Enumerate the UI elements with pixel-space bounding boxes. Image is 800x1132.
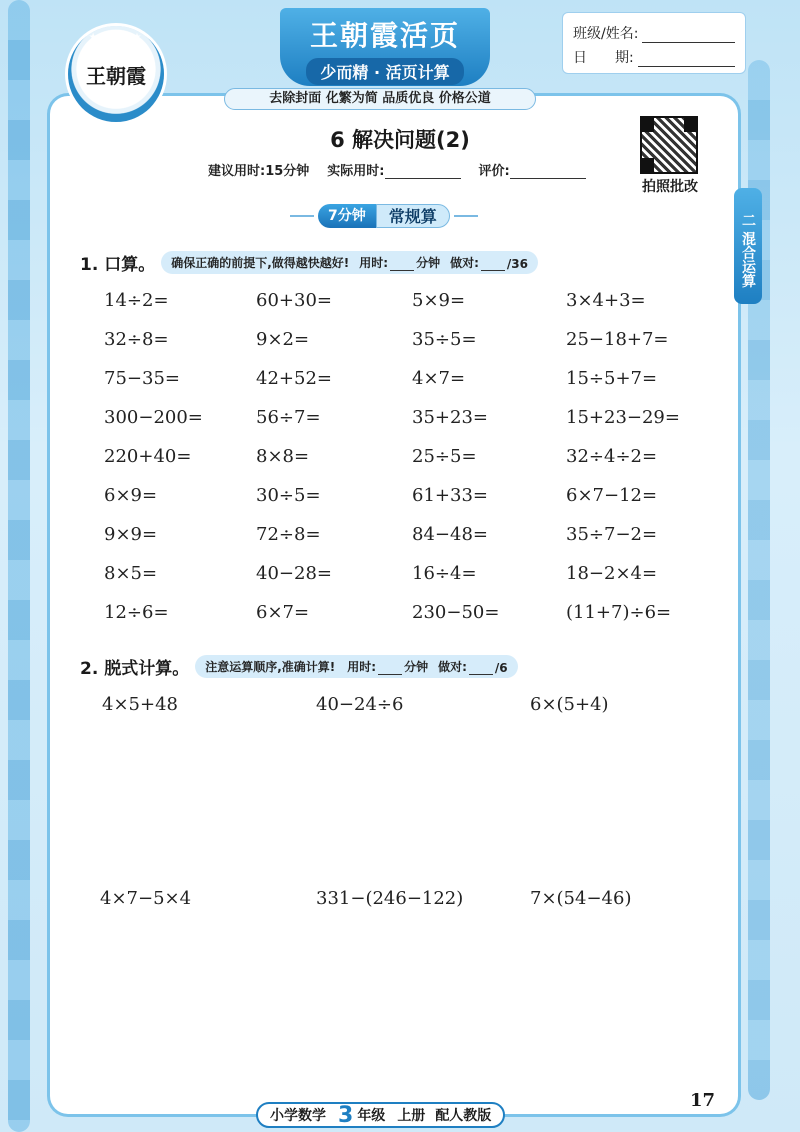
q2-label: 2. 脱式计算。 [80,659,190,679]
logo-stars-icon: ★★★★★ [88,32,144,43]
footer-grade-number: 3 [338,1102,354,1128]
q2-note-text: 注意运算顺序,准确计算! [205,660,336,674]
q1-note [161,251,538,274]
q1-total: /36 [506,257,528,271]
q1-problem[interactable]: 84−48= [412,524,488,545]
q2-problem[interactable]: 331−(246−122) [316,888,464,909]
time-row [208,160,586,179]
page-number: 17 [690,1090,716,1111]
pill-decoration-right [454,215,478,217]
brand-banner [280,8,490,86]
footer-volume: 上册 [397,1108,426,1124]
q1-problem[interactable]: 18−2×4= [566,563,658,584]
q1-correct-field[interactable] [481,259,505,271]
q1-problem[interactable]: 9×9= [104,524,158,545]
qr-code-icon[interactable] [640,116,698,174]
footer-label [256,1102,505,1128]
q2-problem[interactable]: 40−24÷6 [316,694,404,715]
q1-problem[interactable]: 61+33= [412,485,488,506]
q1-time-unit: 分钟 [416,256,441,270]
q1-note-text: 确保正确的前提下,做得越快越好! [171,256,350,270]
q1-time-field[interactable] [390,259,414,271]
q1-problem[interactable]: 3×4+3= [566,290,646,311]
q1-problem[interactable]: 6×9= [104,485,158,506]
q1-label: 1. 口算。 [80,255,156,275]
student-info-box [562,12,746,74]
q1-problem[interactable]: (11+7)÷6= [566,602,672,623]
q1-problem[interactable]: 5×9= [412,290,466,311]
date-row[interactable] [573,43,735,67]
suggested-time: 建议用时:15分钟 [208,164,310,179]
q2-time-unit: 分钟 [404,660,429,674]
date-label: 日 期: [573,50,634,66]
section-name: 常规算 [376,204,450,228]
footer-grade-label: 年级 [357,1108,386,1124]
q1-problem[interactable]: 25÷5= [412,446,477,467]
brand-logo [68,26,164,122]
section-minutes: 7分钟 [318,204,376,228]
q1-problem[interactable]: 60+30= [256,290,332,311]
q1-time-label: 用时: [359,256,389,270]
q1-problem[interactable]: 35÷7−2= [566,524,658,545]
q1-problem[interactable]: 230−50= [412,602,500,623]
q2-total: /6 [494,661,508,675]
q1-header [80,250,538,275]
q1-problem[interactable]: 8×8= [256,446,310,467]
side-tab-mixed-operations[interactable]: 二 混合运算 [734,188,762,304]
class-name-row[interactable] [573,19,735,43]
q1-problem-grid [104,290,704,641]
q2-problem[interactable]: 4×7−5×4 [100,888,192,909]
q2-correct-label: 做对: [438,660,467,674]
logo-text: 王朝霞 [86,63,146,88]
q1-problem[interactable]: 220+40= [104,446,192,467]
class-name-field[interactable] [642,29,735,43]
date-field[interactable] [638,53,735,67]
actual-time-field[interactable] [385,167,461,179]
q1-problem[interactable]: 4×7= [412,368,466,389]
q1-problem[interactable]: 14÷2= [104,290,169,311]
q1-problem[interactable]: 25−18+7= [566,329,669,350]
q1-problem[interactable]: 30÷5= [256,485,321,506]
q2-header [80,654,518,679]
q1-problem[interactable]: 72÷8= [256,524,321,545]
q1-problem[interactable]: 12÷6= [104,602,169,623]
rating-label: 评价: [478,164,510,179]
q1-problem[interactable]: 300−200= [104,407,203,428]
lesson-title: 6 解决问题(2) [330,128,470,152]
rating-field[interactable] [510,167,586,179]
q1-problem[interactable]: 16÷4= [412,563,477,584]
q1-problem[interactable]: 35÷5= [412,329,477,350]
banner-title: 王朝霞活页 [309,19,460,52]
q1-correct-label: 做对: [450,256,479,270]
q2-note [195,655,517,678]
footer-subject: 小学数学 [270,1108,326,1124]
q1-problem[interactable]: 15+23−29= [566,407,680,428]
class-name-label: 班级/姓名: [573,26,639,42]
q1-problem[interactable]: 56÷7= [256,407,321,428]
q1-problem[interactable]: 6×7−12= [566,485,658,506]
q1-problem[interactable]: 6×7= [256,602,310,623]
q2-problem[interactable]: 7×(54−46) [530,888,632,909]
q2-correct-field[interactable] [469,663,493,675]
q1-problem[interactable]: 15÷5+7= [566,368,658,389]
q2-problem[interactable]: 4×5+48 [102,694,178,715]
footer-edition: 配人教版 [435,1108,492,1124]
q1-problem[interactable]: 32÷8= [104,329,169,350]
banner-subtitle: 少而精 · 活页计算 [306,58,463,85]
pill-decoration-left [290,215,314,217]
qr-label: 拍照批改 [642,179,698,195]
actual-time-label: 实际用时: [327,164,385,179]
q1-problem[interactable]: 32÷4÷2= [566,446,658,467]
section-header [318,204,450,228]
q1-problem[interactable]: 42+52= [256,368,332,389]
q1-problem[interactable]: 9×2= [256,329,310,350]
slogan: 去除封面 化繁为简 品质优良 价格公道 [224,88,536,110]
q2-problem[interactable]: 6×(5+4) [530,694,609,715]
q1-problem[interactable]: 35+23= [412,407,488,428]
q1-problem[interactable]: 40−28= [256,563,332,584]
q2-time-field[interactable] [378,663,402,675]
q2-time-label: 用时: [347,660,377,674]
q1-problem[interactable]: 8×5= [104,563,158,584]
q1-problem[interactable]: 75−35= [104,368,180,389]
